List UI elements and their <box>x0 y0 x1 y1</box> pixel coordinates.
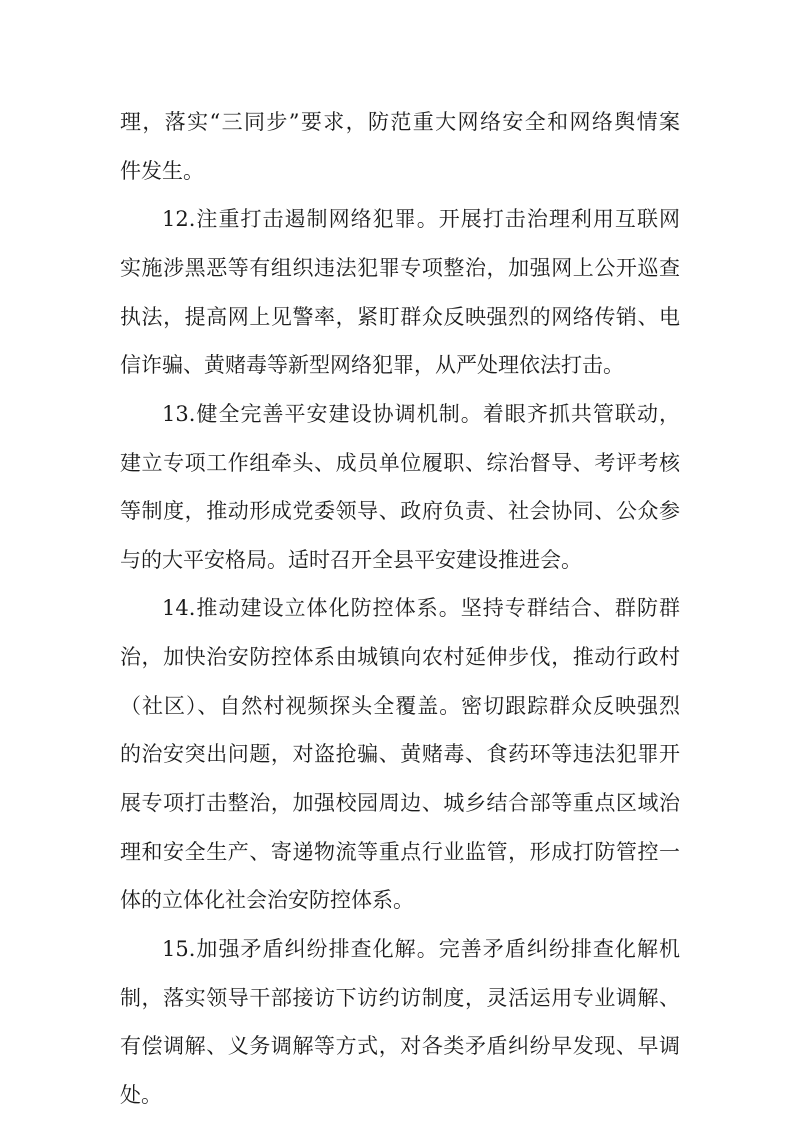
text-line: 件发生。 <box>120 159 204 183</box>
paragraph-12-heading: 12.注重打击遏制网络犯罪。开展打击治理利用互联网 <box>162 207 680 231</box>
text-line: 有偿调解、义务调解等方式，对各类矛盾纠纷早发现、早调 <box>120 1034 680 1058</box>
text-line: 与的大平安格局。适时召开全县平安建设推进会。 <box>120 548 582 572</box>
paragraph-15-heading: 15.加强矛盾纠纷排查化解。完善矛盾纠纷排查化解机 <box>162 937 680 961</box>
text-line: 的治安突出问题，对盗抢骗、黄赌毒、食药环等违法犯罪开 <box>120 742 680 766</box>
text-line: 执法，提高网上见警率，紧盯群众反映强烈的网络传销、电 <box>120 305 680 329</box>
text-line: 理，落实“三同步”要求，防范重大网络安全和网络舆情案 <box>120 110 680 134</box>
text-line: 建立专项工作组牵头、成员单位履职、综治督导、考评考核 <box>120 451 680 475</box>
text-line: 处。 <box>120 1083 162 1107</box>
text-line: 制，落实领导干部接访下访约访制度，灵活运用专业调解、 <box>120 986 680 1010</box>
text-line: 实施涉黑恶等有组织违法犯罪专项整治，加强网上公开巡查 <box>120 256 680 280</box>
paragraph-14-heading: 14.推动建设立体化防控体系。坚持专群结合、群防群 <box>162 596 680 620</box>
text-line: 等制度，推动形成党委领导、政府负责、社会协同、公众参 <box>120 499 680 523</box>
text-line: 治，加快治安防控体系由城镇向农村延伸步伐，推动行政村 <box>120 645 680 669</box>
text-line: 信诈骗、黄赌毒等新型网络犯罪，从严处理依法打击。 <box>120 353 624 377</box>
paragraph-13-heading: 13.健全完善平安建设协调机制。着眼齐抓共管联动， <box>162 402 680 426</box>
text-line: 体的立体化社会治安防控体系。 <box>120 888 414 912</box>
text-line: 展专项打击整治，加强校园周边、城乡结合部等重点区域治 <box>120 791 680 815</box>
text-line: 理和安全生产、寄递物流等重点行业监管，形成打防管控一 <box>120 840 680 864</box>
text-line: （社区）、自然村视频探头全覆盖。密切跟踪群众反映强烈 <box>120 694 680 718</box>
